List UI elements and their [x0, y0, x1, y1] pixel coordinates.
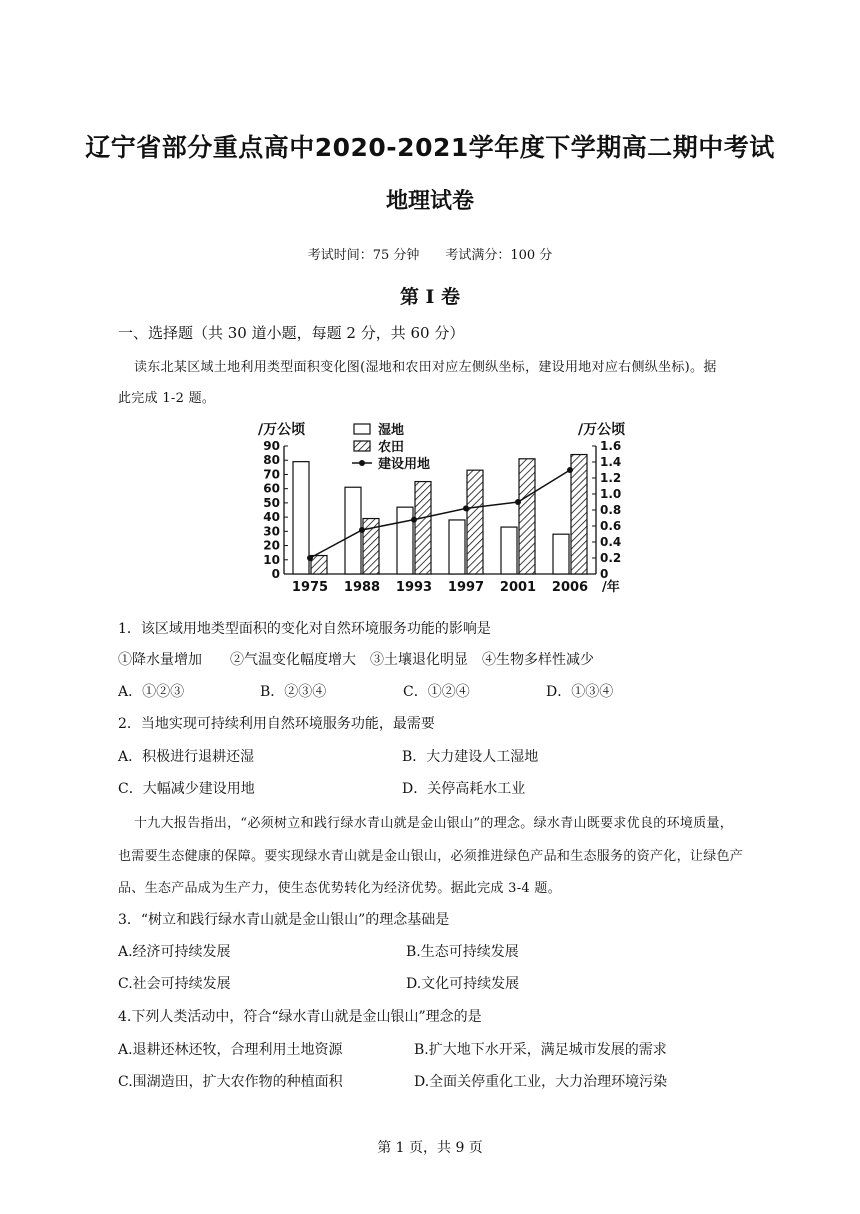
- material-1-line-1: 读东北某区域土地利用类型面积变化图(湿地和农田对应左侧纵坐标，建设用地对应右侧纵坐标)。据: [134, 360, 717, 375]
- y-right-tick-label: 1.0: [600, 487, 622, 501]
- construction-land-point: [515, 499, 521, 505]
- exam-subtitle: 地理试卷: [385, 189, 474, 214]
- y-right-tick-label: 1.4: [600, 455, 622, 469]
- legend-construction-point: [359, 460, 365, 466]
- q4-option-d[interactable]: D.全面关停重化工业，大力治理环境污染: [414, 1074, 668, 1090]
- q1-option-c[interactable]: C．①②④: [403, 684, 470, 700]
- x-tick-label: 1988: [343, 580, 381, 595]
- x-tick-label: 1993: [395, 580, 433, 595]
- y-right-tick-label: 0.8: [600, 503, 622, 517]
- y-left-tick-label: 70: [263, 467, 280, 482]
- wetland-bar: [553, 534, 569, 574]
- wetland-bar: [449, 520, 465, 574]
- q2-option-d[interactable]: D．关停高耗水工业: [402, 781, 526, 797]
- material-1-line-2: 此完成 1-2 题。: [118, 391, 216, 406]
- wetland-bar: [501, 527, 517, 574]
- construction-land-point: [567, 467, 573, 473]
- q1-stem: 1．该区域用地类型面积的变化对自然环境服务功能的影响是: [118, 621, 491, 637]
- y-left-tick-label: 0: [271, 567, 280, 581]
- q4-stem: 4.下列人类活动中，符合“绿水青山就是金山银山”理念的是: [118, 1009, 482, 1025]
- y-right-tick-label: 1.2: [600, 471, 622, 485]
- wetland-bar: [397, 507, 413, 574]
- land-use-chart: [250, 410, 630, 605]
- construction-land-point: [359, 527, 365, 533]
- q3-option-c[interactable]: C.社会可持续发展: [118, 976, 231, 992]
- y-left-tick-label: 80: [263, 453, 280, 468]
- q3-option-b[interactable]: B.生态可持续发展: [406, 944, 519, 960]
- farmland-bar: [415, 482, 431, 574]
- material-2-line-3: 品、生态产品成为生产力，使生态优势转化为经济优势。据此完成 3-4 题。: [118, 881, 561, 896]
- q4-option-b[interactable]: B.扩大地下水开采，满足城市发展的需求: [414, 1042, 667, 1058]
- q3-option-d[interactable]: D.文化可持续发展: [406, 976, 520, 992]
- x-unit: /年: [602, 580, 620, 595]
- x-tick-label: 2006: [551, 580, 589, 595]
- q1-statements: ①降水量增加 ②气温变化幅度增大 ③土壤退化明显 ④生物多样性减少: [118, 652, 594, 668]
- q3-stem: 3．“树立和践行绿水青山就是金山银山”的理念基础是: [118, 912, 450, 928]
- y-right-tick-label: 0.6: [600, 519, 622, 533]
- legend-farmland-swatch: [354, 441, 370, 451]
- y-right-tick-label: 1.6: [600, 439, 622, 453]
- q1-option-d[interactable]: D．①③④: [546, 684, 614, 700]
- volume-heading: 第 I 卷: [399, 286, 461, 308]
- q1-option-b[interactable]: B．②③④: [260, 684, 327, 700]
- x-tick-label: 1997: [447, 580, 485, 595]
- farmland-bar: [571, 455, 587, 574]
- q4-option-c[interactable]: C.围湖造田，扩大农作物的种植面积: [118, 1074, 343, 1090]
- y-right-tick-label: 0.2: [600, 551, 622, 565]
- y-right-tick-label: 0.4: [600, 535, 622, 549]
- legend-construction-label: 建设用地: [378, 457, 431, 472]
- legend-wetland-swatch: [354, 424, 370, 434]
- q2-stem: 2．当地实现可持续利用自然环境服务功能，最需要: [118, 716, 435, 732]
- y-left-tick-label: 20: [263, 538, 280, 553]
- x-tick-label: 2001: [499, 580, 537, 595]
- y-left-tick-label: 90: [263, 439, 280, 453]
- wetland-bar: [293, 462, 309, 574]
- material-2-line-1: 十九大报告指出，“必须树立和践行绿水青山就是金山银山”的理念。绿水青山既要求优良的环境质量，: [134, 816, 734, 831]
- y-left-unit: /万公顷: [258, 422, 306, 438]
- construction-land-point: [463, 505, 469, 511]
- y-left-tick-label: 10: [263, 552, 280, 567]
- legend-farmland-label: 农田: [378, 440, 405, 455]
- y-left-tick-label: 30: [263, 524, 280, 539]
- y-right-tick-label: 0: [600, 567, 609, 581]
- farmland-bar: [519, 459, 535, 574]
- legend-wetland-label: 湿地: [378, 423, 405, 438]
- page-footer: 第 1 页，共 9 页: [377, 1140, 483, 1156]
- y-left-tick-label: 50: [263, 495, 280, 510]
- exam-info: 考试时间：75 分钟 考试满分：100 分: [307, 248, 553, 263]
- q2-option-a[interactable]: A．积极进行退耕还湿: [118, 749, 255, 765]
- y-left-tick-label: 60: [263, 481, 280, 496]
- q1-option-a[interactable]: A．①②③: [118, 684, 185, 700]
- y-left-tick-label: 40: [263, 510, 280, 525]
- farmland-bar: [311, 556, 327, 574]
- wetland-bar: [345, 487, 361, 574]
- material-2-line-2: 也需要生态健康的保障。要实现绿水青山就是金山银山，必须推进绿色产品和生态服务的资产化，让绿色产: [118, 849, 744, 864]
- q2-option-b[interactable]: B．大力建设人工湿地: [402, 749, 539, 765]
- x-tick-label: 1975: [291, 580, 329, 595]
- q4-option-a[interactable]: A.退耕还林还牧，合理利用土地资源: [118, 1042, 343, 1058]
- farmland-bar: [467, 470, 483, 574]
- exam-title: 辽宁省部分重点高中2020-2021学年度下学期高二期中考试: [85, 133, 775, 162]
- construction-land-point: [307, 555, 313, 561]
- q2-option-c[interactable]: C．大幅减少建设用地: [118, 781, 255, 797]
- section-heading: 一、选择题（共 30 道小题，每题 2 分，共 60 分）: [118, 324, 465, 342]
- y-right-unit: /万公顷: [578, 422, 626, 438]
- q3-option-a[interactable]: A.经济可持续发展: [118, 944, 231, 960]
- construction-land-point: [411, 517, 417, 523]
